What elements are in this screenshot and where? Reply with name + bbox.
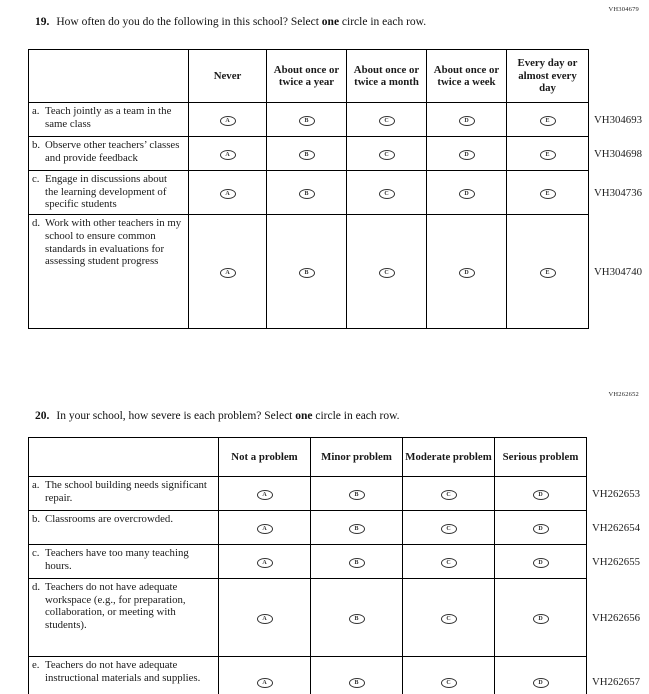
q19-col-year: About once or twice a year (267, 50, 347, 103)
answer-cell (311, 579, 403, 657)
row-code: VH262654 (587, 511, 641, 545)
answer-cell (347, 215, 427, 329)
q20-accession-code: VH262652 (608, 391, 639, 398)
q19-row-d (29, 215, 643, 329)
bubble-letter: C (446, 526, 451, 532)
answer-bubble-b[interactable] (299, 189, 315, 199)
answer-cell (189, 137, 267, 171)
row-text: Observe other teachers’ classes and provide feedback (45, 139, 180, 164)
bubble-letter: B (354, 616, 359, 622)
bubble-letter: B (304, 118, 309, 124)
row-text: Engage in discussions about the learning development of specific students (45, 173, 168, 211)
row-code: VH262656 (587, 579, 641, 657)
row-letter: d. (32, 581, 41, 593)
row-text: Classrooms are overcrowded. (45, 513, 174, 525)
answer-cell (403, 511, 495, 545)
bubble-letter: B (354, 492, 359, 498)
q20-row-e (29, 657, 641, 694)
row-letter: b. (32, 139, 41, 151)
q19-row-a (29, 103, 643, 137)
bubble-letter: B (304, 270, 309, 277)
q20-stub-cell (29, 438, 219, 477)
bubble-letter: D (464, 118, 469, 124)
q19-col-everyday: Every day or almost every day (507, 50, 589, 103)
answer-bubble-a[interactable] (257, 558, 273, 568)
row-code: VH304698 (589, 137, 643, 171)
answer-cell (219, 657, 311, 694)
row-code: VH304693 (589, 103, 643, 137)
bubble-letter: A (262, 560, 267, 566)
answer-bubble-c[interactable] (441, 614, 457, 624)
bubble-letter: B (354, 560, 359, 566)
answer-bubble-d[interactable] (533, 614, 549, 624)
bubble-letter: E (545, 270, 550, 277)
row-text: Teach jointly as a team in the same class (45, 105, 172, 130)
answer-cell (267, 103, 347, 137)
answer-bubble-d[interactable] (459, 116, 475, 126)
row-code: VH262655 (587, 545, 641, 579)
row-text: Work with other teachers in my school to ensure common standards in evaluations for assessing student progress (45, 217, 182, 268)
answer-cell (427, 215, 507, 329)
row-label (29, 511, 219, 545)
answer-cell (403, 545, 495, 579)
answer-bubble-c[interactable] (441, 558, 457, 568)
answer-bubble-d[interactable] (459, 189, 475, 199)
q20-number: 20. (35, 410, 50, 422)
answer-cell (347, 171, 427, 215)
bubble-letter: C (446, 492, 451, 498)
q19-row-c (29, 171, 643, 215)
row-code: VH304740 (589, 215, 643, 329)
answer-cell (495, 579, 587, 657)
row-text: Teachers have too many teaching hours. (45, 547, 189, 572)
answer-cell (427, 103, 507, 137)
bubble-letter: A (225, 270, 230, 277)
bubble-letter: C (446, 680, 451, 686)
answer-cell (403, 579, 495, 657)
row-letter: a. (32, 105, 40, 117)
answer-bubble-d[interactable] (533, 678, 549, 688)
q19-table (28, 49, 643, 329)
answer-bubble-a[interactable] (257, 678, 273, 688)
answer-bubble-a[interactable] (257, 614, 273, 624)
row-letter: c. (32, 547, 40, 559)
answer-bubble-b[interactable] (349, 490, 365, 500)
answer-bubble-c[interactable] (379, 189, 395, 199)
answer-bubble-d[interactable] (459, 268, 475, 278)
answer-bubble-a[interactable] (220, 150, 236, 160)
answer-cell (507, 171, 589, 215)
q20-prompt-tail: circle in each row. (312, 410, 400, 422)
bubble-letter: C (446, 616, 451, 622)
answer-cell (427, 171, 507, 215)
bubble-letter: A (262, 526, 267, 532)
row-label (29, 477, 219, 511)
bubble-letter: D (464, 152, 469, 158)
bubble-letter: C (384, 152, 389, 158)
answer-cell (403, 477, 495, 511)
q19-prompt-text: How often do you do the following in this school? Select (56, 16, 322, 28)
answer-cell (267, 171, 347, 215)
answer-cell (347, 137, 427, 171)
answer-cell (495, 657, 587, 694)
answer-cell (311, 511, 403, 545)
q19-prompt-bold: one (321, 16, 340, 28)
answer-cell (219, 579, 311, 657)
q19-number: 19. (35, 16, 50, 28)
bubble-letter: D (538, 680, 543, 686)
answer-cell (219, 545, 311, 579)
row-code: VH262657 (587, 657, 641, 694)
row-label (29, 103, 189, 137)
bubble-letter: A (262, 680, 267, 686)
bubble-letter: B (304, 152, 309, 158)
bubble-letter: B (354, 680, 359, 686)
answer-bubble-d[interactable] (533, 558, 549, 568)
answer-cell (495, 545, 587, 579)
answer-bubble-e[interactable] (540, 116, 556, 126)
q20-prompt (35, 409, 604, 423)
answer-cell (427, 137, 507, 171)
answer-cell (495, 477, 587, 511)
bubble-letter: C (384, 270, 389, 277)
answer-cell (495, 511, 587, 545)
row-letter: d. (32, 217, 41, 230)
answer-bubble-e[interactable] (540, 268, 556, 278)
bubble-letter: C (384, 191, 389, 198)
bubble-letter: A (262, 492, 267, 498)
bubble-letter: C (384, 118, 389, 124)
answer-bubble-b[interactable] (299, 268, 315, 278)
q20-col-moderate: Moderate problem (403, 438, 495, 477)
answer-bubble-b[interactable] (349, 614, 365, 624)
answer-cell (507, 137, 589, 171)
q19-prompt-tail: circle in each row. (339, 16, 427, 28)
answer-bubble-d[interactable] (459, 150, 475, 160)
answer-cell (311, 657, 403, 694)
bubble-letter: D (464, 191, 469, 198)
q20-row-c (29, 545, 641, 579)
row-letter: e. (32, 659, 40, 671)
answer-bubble-a[interactable] (220, 268, 236, 278)
bubble-letter: D (464, 270, 469, 277)
answer-cell (219, 477, 311, 511)
answer-bubble-d[interactable] (533, 490, 549, 500)
bubble-letter: A (225, 152, 230, 158)
row-text: Teachers do not have adequate instructional materials and supplies. (45, 659, 201, 684)
q19-row-b (29, 137, 643, 171)
row-label (29, 137, 189, 171)
q20-row-d (29, 579, 641, 657)
q20-prompt-bold: one (295, 410, 313, 422)
answer-cell (403, 657, 495, 694)
answer-bubble-a[interactable] (257, 490, 273, 500)
answer-bubble-c[interactable] (379, 268, 395, 278)
row-label (29, 215, 189, 329)
answer-cell (267, 215, 347, 329)
bubble-letter: A (225, 118, 230, 124)
q20-row-a (29, 477, 641, 511)
bubble-letter: C (446, 560, 451, 566)
bubble-letter: B (304, 191, 309, 198)
row-label (29, 171, 189, 215)
answer-bubble-c[interactable] (441, 524, 457, 534)
answer-bubble-a[interactable] (220, 189, 236, 199)
answer-bubble-c[interactable] (441, 678, 457, 688)
row-letter: a. (32, 479, 40, 491)
bubble-letter: A (225, 191, 230, 198)
bubble-letter: D (538, 560, 543, 566)
bubble-letter: D (538, 616, 543, 622)
answer-cell (347, 103, 427, 137)
q19-col-month: About once or twice a month (347, 50, 427, 103)
row-label (29, 579, 219, 657)
answer-bubble-e[interactable] (540, 189, 556, 199)
q19-accession-code: VH304679 (608, 6, 639, 13)
q19-stub-cell (29, 50, 189, 103)
q20-col-minor: Minor problem (311, 438, 403, 477)
bubble-letter: D (538, 492, 543, 498)
q20-col-not-a-problem: Not a problem (219, 438, 311, 477)
q19-header-row (29, 50, 643, 103)
q20-col-serious: Serious problem (495, 438, 587, 477)
row-letter: c. (32, 173, 40, 185)
answer-cell (507, 103, 589, 137)
bubble-letter: A (262, 616, 267, 622)
answer-cell (507, 215, 589, 329)
row-letter: b. (32, 513, 41, 525)
row-code: VH304736 (589, 171, 643, 215)
answer-cell (189, 215, 267, 329)
q19-col-week: About once or twice a week (427, 50, 507, 103)
answer-bubble-b[interactable] (349, 678, 365, 688)
answer-bubble-c[interactable] (379, 150, 395, 160)
q20-table (28, 437, 641, 694)
answer-bubble-b[interactable] (349, 558, 365, 568)
answer-cell (311, 545, 403, 579)
q19-prompt (35, 15, 604, 29)
bubble-letter: E (545, 118, 550, 124)
row-text: The school building needs significant repair. (45, 479, 207, 504)
row-text: Teachers do not have adequate workspace (e.g., for preparation, collaboration, or meeting with students). (45, 581, 186, 632)
row-label (29, 657, 219, 694)
answer-bubble-b[interactable] (349, 524, 365, 534)
answer-cell (189, 171, 267, 215)
answer-bubble-c[interactable] (379, 116, 395, 126)
bubble-letter: E (545, 152, 550, 158)
q20-row-b (29, 511, 641, 545)
answer-cell (311, 477, 403, 511)
answer-bubble-c[interactable] (441, 490, 457, 500)
q20-prompt-text: In your school, how severe is each problem? Select (56, 410, 296, 422)
answer-cell (219, 511, 311, 545)
bubble-letter: B (354, 526, 359, 532)
q20-code-header (587, 438, 641, 477)
answer-bubble-a[interactable] (257, 524, 273, 534)
answer-bubble-e[interactable] (540, 150, 556, 160)
row-label (29, 545, 219, 579)
q19-code-header (589, 50, 643, 103)
bubble-letter: D (538, 526, 543, 532)
q20-header-row (29, 438, 641, 477)
answer-cell (189, 103, 267, 137)
answer-bubble-a[interactable] (220, 116, 236, 126)
q19-col-never: Never (189, 50, 267, 103)
answer-cell (267, 137, 347, 171)
answer-bubble-b[interactable] (299, 116, 315, 126)
answer-bubble-b[interactable] (299, 150, 315, 160)
row-code: VH262653 (587, 477, 641, 511)
bubble-letter: E (545, 191, 550, 198)
answer-bubble-d[interactable] (533, 524, 549, 534)
